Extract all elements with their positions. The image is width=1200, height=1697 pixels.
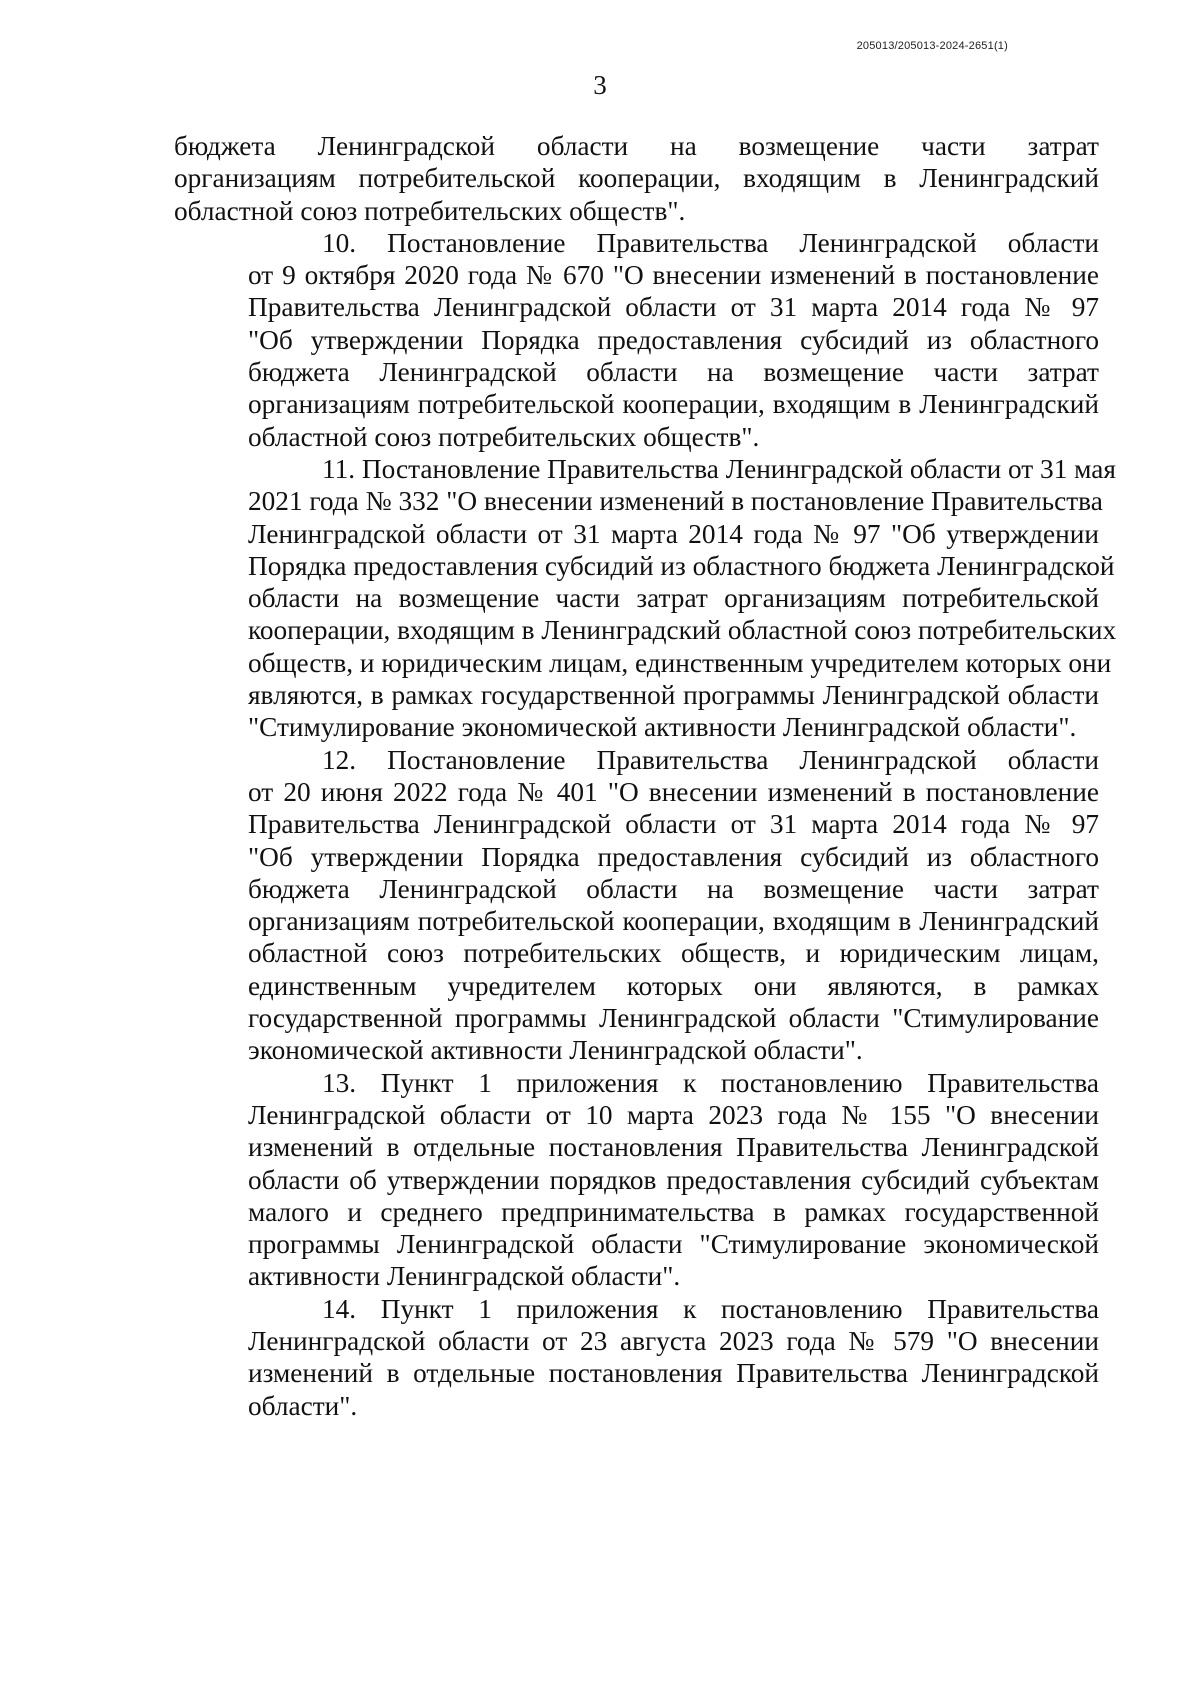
paragraph-item-11 (174, 453, 1117, 744)
text-line: изменений в отдельные постановления Правительства Ленинградской (248, 1132, 1099, 1163)
text-line: области об утверждении порядков предоставления субсидий субъектам (248, 1164, 1099, 1195)
text-line: "Об утверждении Порядка предоставления субсидий из областного (248, 324, 1099, 355)
text-line: экономической активности Ленинградской области". (248, 1035, 863, 1066)
text-line: бюджета Ленинградской области на возмещение части затрат (248, 357, 1099, 388)
text-line: областной союз потребительских обществ". (174, 195, 686, 226)
page-number: 3 (593, 70, 607, 100)
text-line: областной союз потребительских обществ". (248, 421, 760, 452)
text-line: активности Ленинградской области". (248, 1261, 681, 1292)
text-line: Ленинградской области от 31 марта 2014 года № 97 "Об утверждении (248, 518, 1099, 549)
text-line: программы Ленинградской области "Стимулирование экономической (248, 1229, 1099, 1260)
paragraph-continuation (174, 130, 1099, 227)
text-line: 2021 года № 332 "О внесении изменений в постановление Правительства (248, 486, 1103, 517)
text-line: единственным учредителем которых они являются, в рамках (248, 970, 1099, 1001)
paragraph-item-13 (174, 1067, 1099, 1293)
text-line: организациям потребительской кооперации, входящим в Ленинградский (248, 906, 1099, 937)
text-line: бюджета Ленинградской области на возмещение части затрат (248, 873, 1099, 904)
paragraph-item-10 (174, 227, 1099, 453)
text-line: обществ, и юридическим лицам, единственным учредителем которых они (248, 647, 1112, 678)
text-line: организациям потребительской кооперации, входящим в Ленинградский (174, 163, 1099, 194)
document-body (174, 130, 1117, 1422)
text-line: "Стимулирование экономической активности Ленинградской области". (248, 712, 1077, 743)
text-line: областной союз потребительских обществ, и юридическим лицам, (248, 938, 1099, 969)
text-line: Правительства Ленинградской области от 31 марта 2014 года № 97 (248, 809, 1099, 840)
paragraph-item-12 (174, 744, 1099, 1067)
text-line: 13. Пункт 1 приложения к постановлению Правительства (322, 1067, 1099, 1098)
text-line: изменений в отдельные постановления Правительства Ленинградской (248, 1358, 1099, 1389)
text-line: Правительства Ленинградской области от 31 марта 2014 года № 97 (248, 292, 1099, 323)
text-line: организациям потребительской кооперации, входящим в Ленинградский (248, 389, 1099, 420)
text-line: бюджета Ленинградской области на возмещение части затрат (174, 131, 1099, 161)
text-line: 12. Постановление Правительства Ленинградской области (322, 744, 1099, 775)
paragraph-item-14 (174, 1293, 1099, 1422)
text-line: Ленинградской области от 10 марта 2023 года № 155 "О внесении (248, 1099, 1099, 1130)
text-line: 10. Постановление Правительства Ленинградской области (322, 227, 1099, 258)
text-line: государственной программы Ленинградской области "Стимулирование (248, 1003, 1099, 1034)
text-line: "Об утверждении Порядка предоставления субсидий из областного (248, 841, 1099, 872)
text-line: малого и среднего предпринимательства в рамках государственной (248, 1196, 1099, 1227)
text-line: области". (248, 1390, 358, 1421)
text-line: кооперации, входящим в Ленинградский областной союз потребительских (248, 615, 1117, 646)
text-line: Порядка предоставления субсидий из областного бюджета Ленинградской (248, 550, 1115, 581)
text-line: являются, в рамках государственной программы Ленинградской области (248, 680, 1099, 711)
text-line: от 9 октября 2020 года № 670 "О внесении изменений в постановление (248, 260, 1099, 291)
text-line: от 20 июня 2022 года № 401 "О внесении изменений в постановление (248, 776, 1099, 807)
text-line: 11. Постановление Правительства Ленинградской области от 31 мая (322, 453, 1116, 484)
text-line: 14. Пункт 1 приложения к постановлению Правительства (322, 1293, 1099, 1324)
document-id: 205013/205013-2024-2651(1) (856, 40, 1008, 52)
text-line: Ленинградской области от 23 августа 2023 года № 579 "О внесении (248, 1325, 1099, 1356)
text-line: области на возмещение части затрат организациям потребительской (248, 583, 1099, 614)
